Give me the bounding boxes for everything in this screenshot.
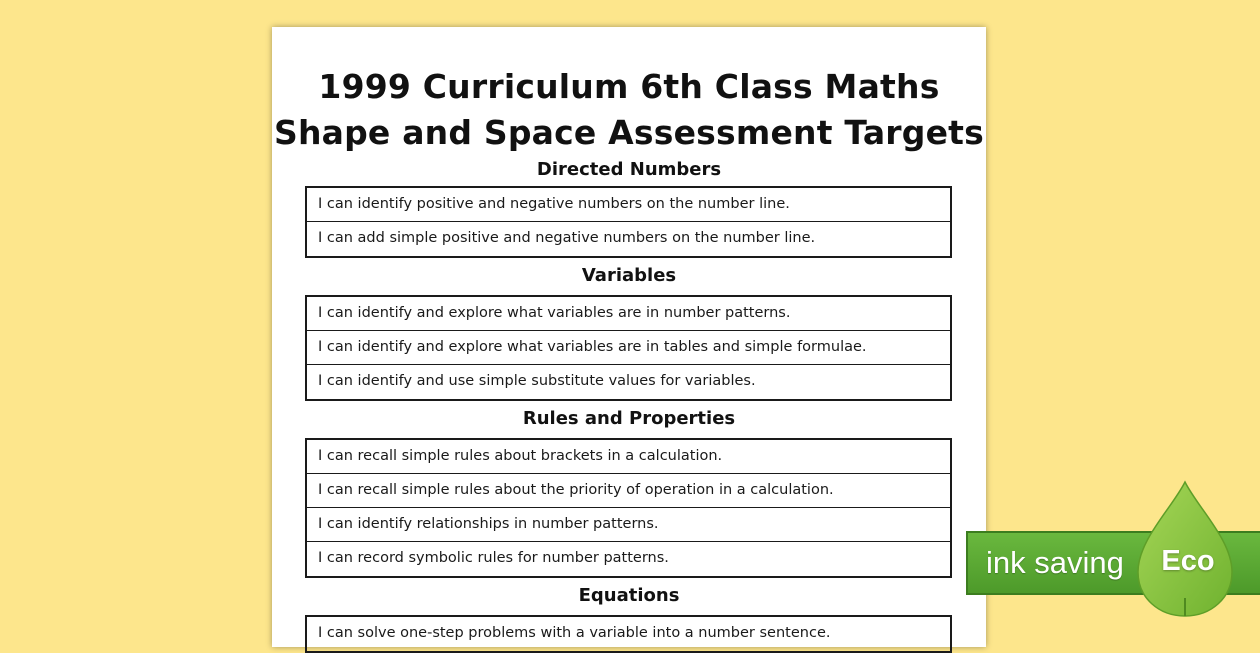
table-row: I can recall simple rules about the priority of operation in a calculation.: [307, 474, 950, 508]
section-heading-directed-numbers: Directed Numbers: [536, 159, 722, 180]
table-row: I can identify and explore what variables are in number patterns.: [307, 297, 950, 331]
section-heading-variables: Variables: [581, 265, 677, 286]
section-heading-equations: Equations: [578, 585, 680, 606]
page-title-line1: 1999 Curriculum 6th Class Maths: [318, 67, 940, 106]
page-title-line2: Shape and Space Assessment Targets: [273, 113, 985, 152]
table-row: I can identify and explore what variables are in tables and simple formulae.: [307, 331, 950, 365]
eco-label: Eco: [1161, 545, 1215, 577]
section-table-rules-and-properties: [305, 438, 952, 578]
worksheet-page: [272, 27, 986, 647]
table-row: I can solve one-step problems with a variable into a number sentence.: [318, 625, 831, 641]
table-row: I can add simple positive and negative numbers on the number line.: [318, 230, 816, 246]
section-table-equations: [305, 615, 952, 653]
section-table-variables: [305, 295, 952, 401]
ink-saving-label: ink saving: [986, 545, 1124, 580]
table-row: I can identify positive and negative numbers on the number line.: [307, 188, 950, 222]
table-row: I can identify and use simple substitute values for variables.: [318, 373, 756, 389]
section-table-directed-numbers: [305, 186, 952, 258]
table-row: I can recall simple rules about brackets in a calculation.: [307, 440, 950, 474]
table-row: I can record symbolic rules for number patterns.: [318, 550, 669, 566]
section-heading-rules-and-properties: Rules and Properties: [522, 408, 736, 429]
table-row: I can identify relationships in number patterns.: [307, 508, 950, 542]
